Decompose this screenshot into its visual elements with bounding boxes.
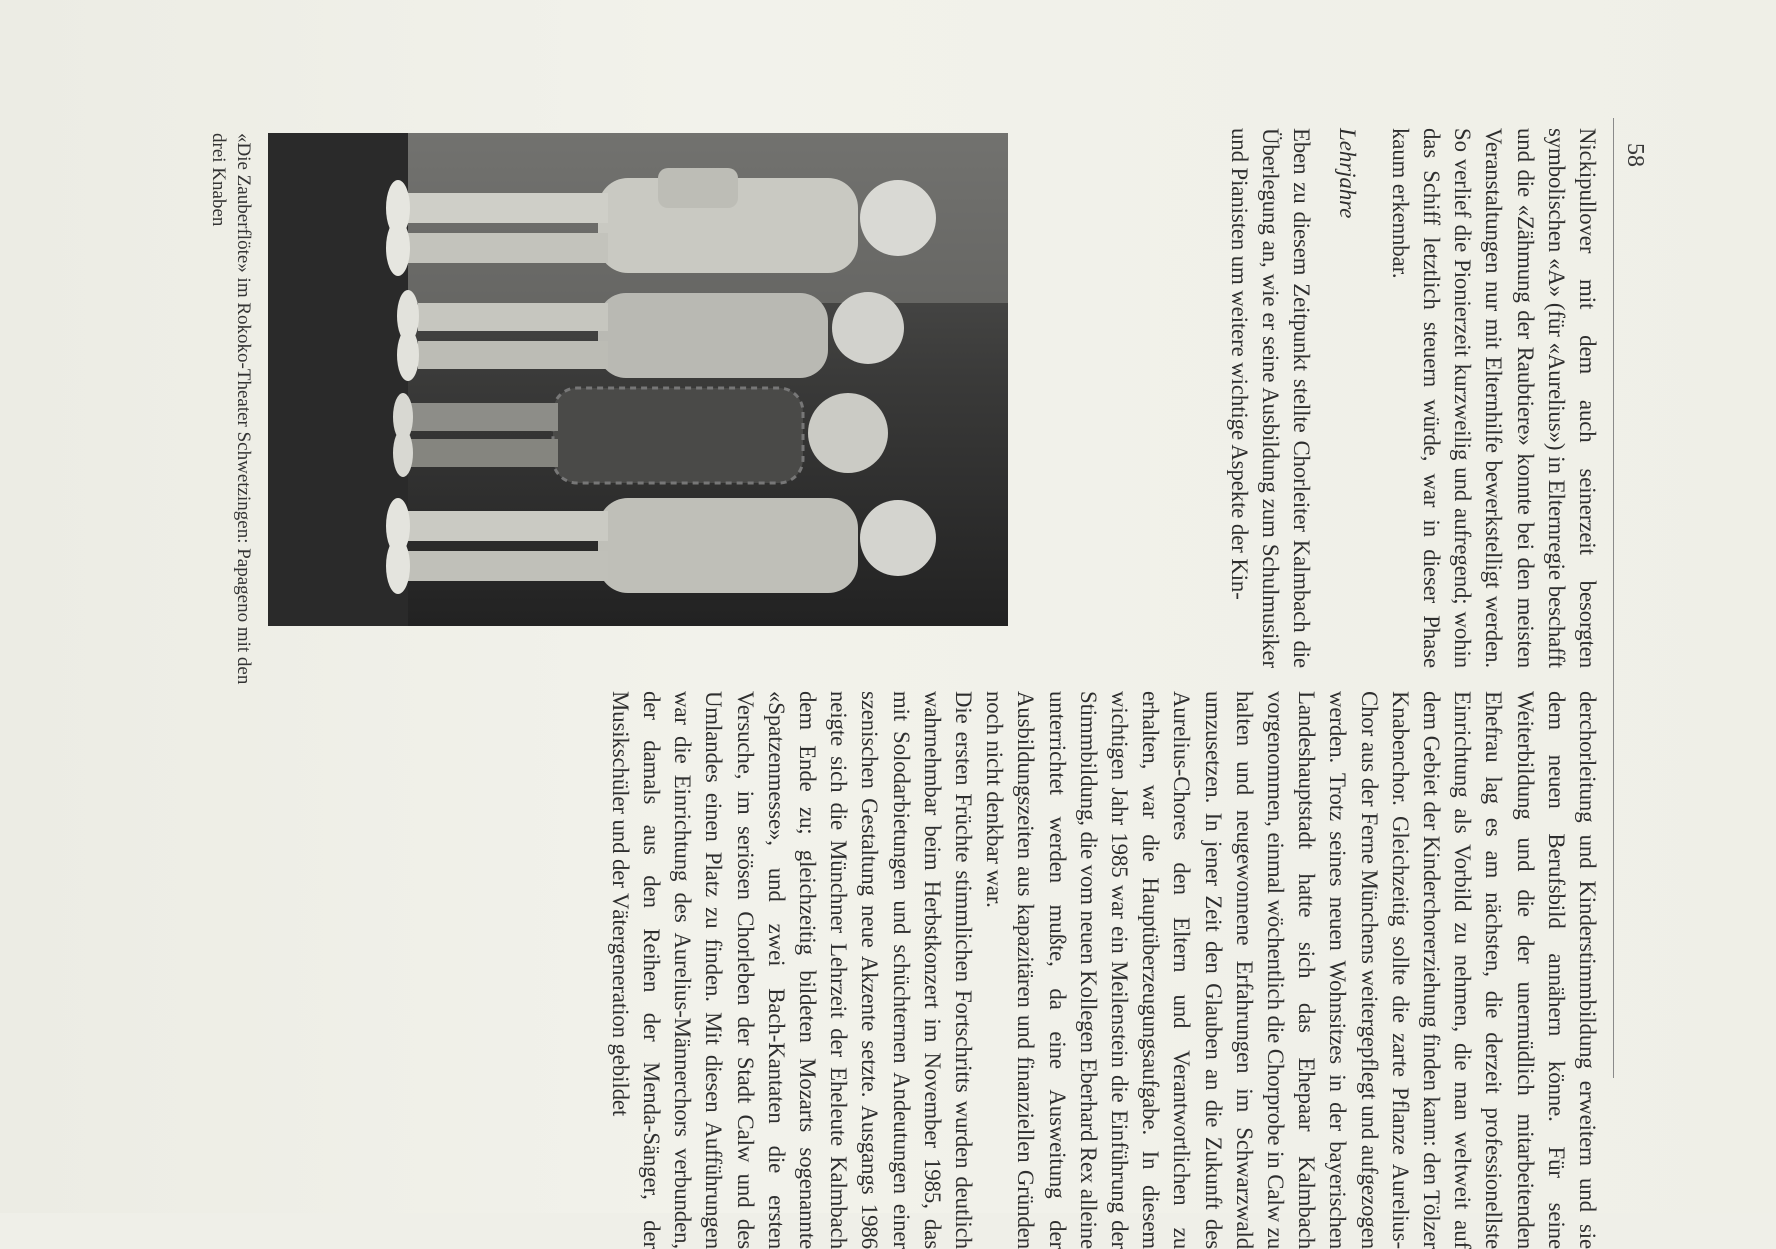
- section-heading: Lehrjahre: [1334, 128, 1360, 219]
- photo-caption: «Die Zauberflöte» im Rokoko-Theater Schwetzingen: Papageno mit den drei Knaben: [208, 133, 254, 685]
- left-paragraph-2: Eben zu diesem Zeitpunkt stellte Chorleiter Kalmbach die Überlegung an, wie er seine Ausbildung zum Schulmusiker und Pianisten um weitere wichtige Aspekte der Kin-: [1226, 128, 1315, 668]
- right-paragraph-2: Die ersten Früchte stimmlichen Fortschritts wurden deutlich wahrnehmbar beim Herbstkonzert im November 1985, das mit Solodarbietungen und schüchternen Andeutungen einer szenischen Gestaltung neue Akzente setzte. Ausgangs 1986 neigte sich die Münchner Lehrzeit der Eheleute Kalmbach dem Ende zu; gleichzeitig bildeten Mozarts sogenannte «Spatzenmesse», und zwei Bach-Kantaten die ersten Versuche, im seriösen Chorleben der Stadt Calw und des Umlandes einen Platz zu finden. Mit diesen Aufführungen war die Einrichtung des Aurelius-Männerchors verbunden, der damals aus den Reihen der Menda-Sänger, der Musikschüler und der Vätergeneration gebildet: [607, 691, 976, 1249]
- stage-photo: [268, 133, 1008, 626]
- right-paragraph-1: derchorleitung und Kinderstimmbildung erweitern und sie dem neuen Berufsbild annähern könne. Für seine Weiterbildung und die der unermüdlich mitarbeitenden Ehefrau lag es am nächsten, die derzeit professionellste Einrichtung als Vorbild zu nehmen, die man weltweit auf dem Gebiet der Kinderchorerziehung finden kann: den Tölzer Knabenchor. Gleichzeitig sollte die zarte Pflanze Aurelius-Chor aus der Ferne Münchens weitergepflegt und aufgezogen werden. Trotz seines neuen Wohnsitzes in der bayerischen Landeshauptstadt hatte sich das Ehepaar Kalmbach vorgenommen, einmal wöchentlich die Chorprobe in Calw zu halten und neugewonnene Erfahrungen im Schwarzwald umzusetzen. In jener Zeit den Glauben an die Zukunft des Aurelius-Chores den Eltern und Verantwortlichen zu erhalten, war die Hauptüberzeugungsaufgabe. In diesem wichtigen Jahr 1985 war ein Meilenstein die Einführung der Stimmbildung, die vom neuen Kollegen Eberhard Rex alleine unterrichtet werden mußte, da eine Ausweitung der Ausbildungszeiten aus kapazitären und finanziellen Gründen noch nicht denkbar war.: [982, 691, 1600, 1249]
- left-paragraph-1: Nickipullover mit dem auch seinerzeit besorgten symbolischen «A» (für «Aurelius») in Elternregie beschafft und die «Zähmung der Raubtiere» konnte bei den meisten Veranstaltungen nur mit Elternhilfe bewerkstelligt werden. So verlief die Pionierzeit kurzweilig und aufregend; wohin das Schiff letztlich steuern würde, war in dieser Phase kaum erkennbar.: [1387, 128, 1600, 668]
- header-rule: [1613, 118, 1614, 1078]
- page-number: 58: [1622, 143, 1648, 167]
- left-text-column: [1224, 128, 1603, 668]
- photo-zauberfloete-icon: [268, 133, 1008, 626]
- right-text-column: [147, 691, 1603, 1249]
